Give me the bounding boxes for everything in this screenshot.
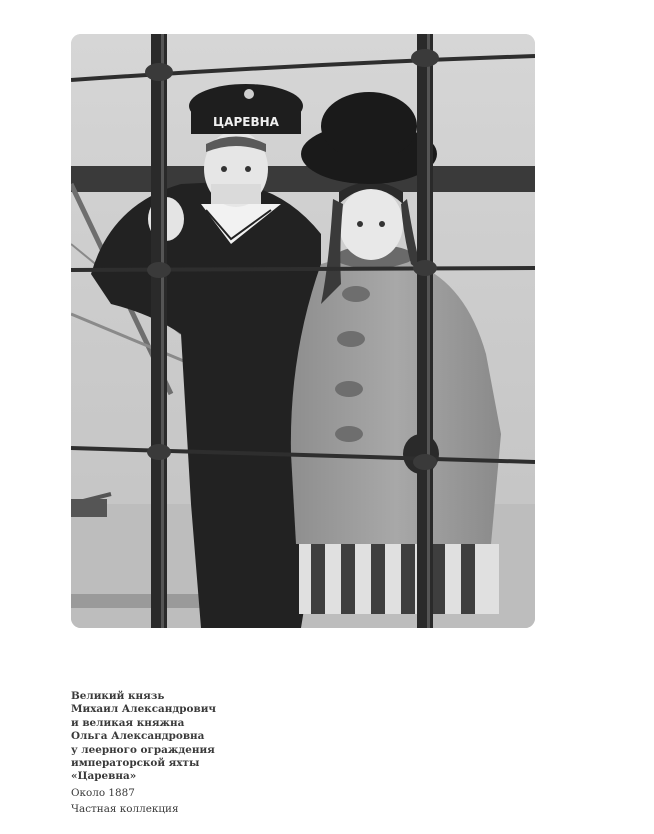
caption-title-line: Ольга Александровна xyxy=(71,730,205,743)
caption-title-line: императорской яхты xyxy=(71,757,200,770)
skirt-stripes xyxy=(299,544,499,614)
caption-credit: Частная коллекция xyxy=(71,802,179,815)
caption-title-line: Михаил Александрович xyxy=(71,703,217,716)
historical-photograph xyxy=(71,34,535,628)
photo-caption xyxy=(71,690,331,816)
caption-title-line: и великая княжна xyxy=(71,716,185,729)
cap-band-text: ЦАРЕВНА xyxy=(213,115,279,129)
caption-title-line: «Царевна» xyxy=(71,770,137,783)
caption-date: Около 1887 xyxy=(71,786,135,799)
caption-title-line: у леерного ограждения xyxy=(71,743,215,756)
caption-title-line: Великий князь xyxy=(71,690,165,702)
caption-title xyxy=(71,690,331,784)
photograph-illustration xyxy=(71,34,535,628)
